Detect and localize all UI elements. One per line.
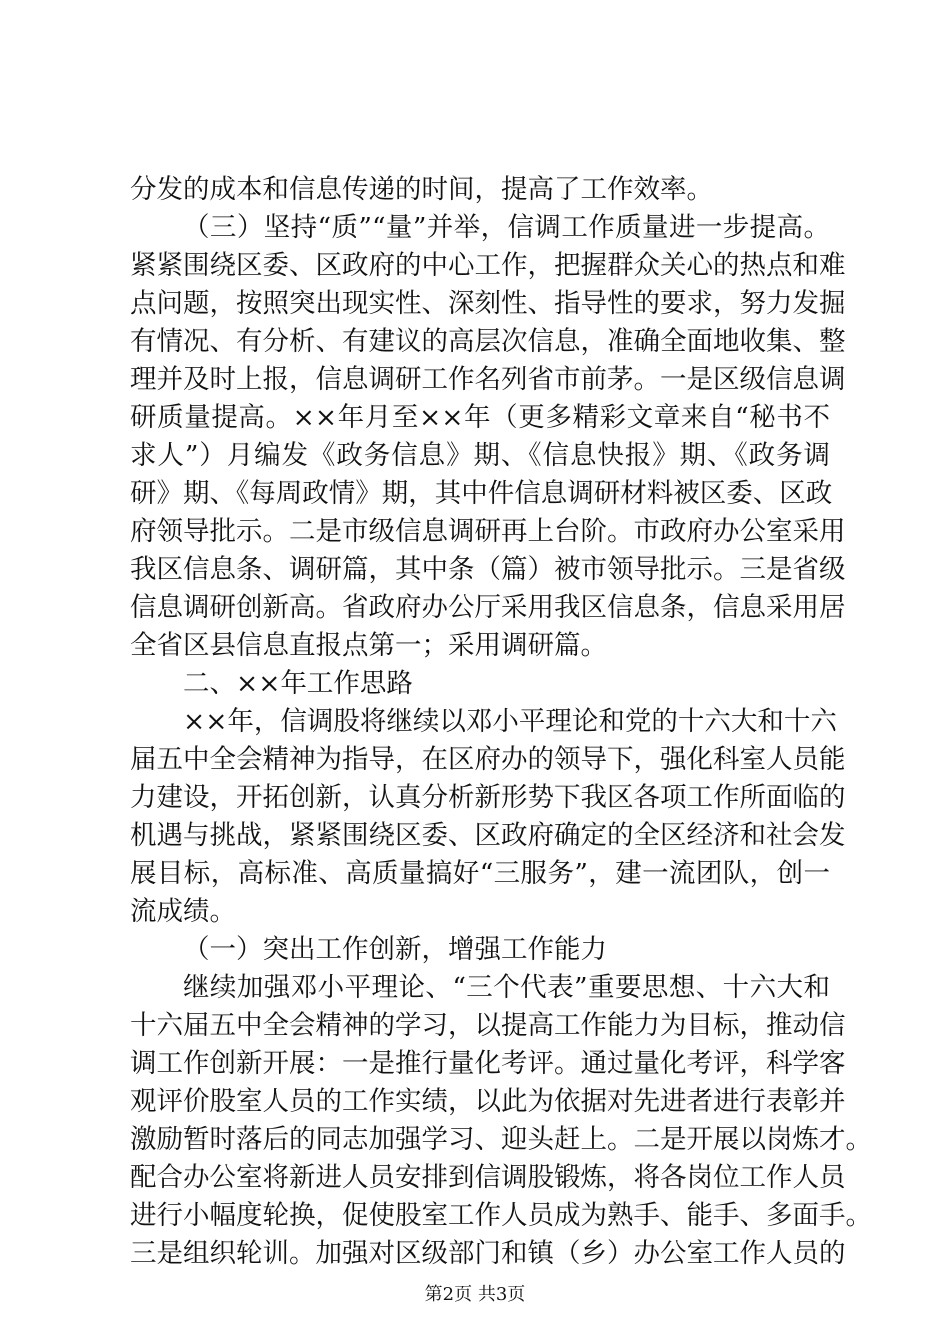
text-line: 理并及时上报，信息调研工作名列省市前茅。一是区级信息调 (130, 364, 846, 395)
text-line: 求人”）月编发《政务信息》期、《信息快报》期、《政务调 (130, 440, 830, 471)
text-line: 配合办公室将新进人员安排到信调股锻炼，将各岗位工作人员 (130, 1162, 846, 1193)
text-line: 分发的成本和信息传递的时间，提高了工作效率。 (130, 174, 713, 205)
text-line: 三是组织轮训。加强对区级部门和镇（乡）办公室工作人员的 (130, 1238, 846, 1269)
text-line: 届五中全会精神为指导，在区府办的领导下，强化科室人员能 (130, 744, 846, 775)
paragraph-first-line: 继续加强邓小平理论、“三个代表”重要思想、十六大和 (183, 972, 830, 1003)
paragraph-first-line: ××年，信调股将继续以邓小平理论和党的十六大和十六 (183, 706, 837, 737)
text-line: 研质量提高。××年月至××年（更多精彩文章来自“秘书不 (130, 402, 830, 433)
text-line: 激励暂时落后的同志加强学习、迎头赶上。二是开展以岗炼才。 (130, 1124, 872, 1155)
text-line: 点问题，按照突出现实性、深刻性、指导性的要求，努力发掘 (130, 288, 846, 319)
text-line: 有情况、有分析、有建议的高层次信息，准确全面地收集、整 (130, 326, 846, 357)
text-line: 进行小幅度轮换，促使股室工作人员成为熟手、能手、多面手。 (130, 1200, 872, 1231)
text-line: 力建设，开拓创新，认真分析新形势下我区各项工作所面临的 (130, 782, 846, 813)
text-line: 机遇与挑战，紧紧围绕区委、区政府确定的全区经济和社会发 (130, 820, 846, 851)
text-line: 调工作创新开展：一是推行量化考评。通过量化考评，科学客 (130, 1048, 846, 1079)
text-line: 观评价股室人员的工作实绩，以此为依据对先进者进行表彰并 (130, 1086, 846, 1117)
text-line: 紧紧围绕区委、区政府的中心工作，把握群众关心的热点和难 (130, 250, 846, 281)
text-line: 全省区县信息直报点第一；采用调研篇。 (130, 630, 607, 661)
text-line: 研》期、《每周政情》期，其中件信息调研材料被区委、区政 (130, 478, 833, 509)
text-line: 展目标，高标准、高质量搞好“三服务”，建一流团队，创一 (130, 858, 830, 889)
page-footer: 第2页 共3页 (424, 1284, 526, 1305)
text-line: 我区信息条、调研篇，其中条（篇）被市领导批示。三是省级 (130, 554, 846, 585)
text-line: 十六届五中全会精神的学习，以提高工作能力为目标，推动信 (130, 1010, 846, 1041)
section-heading: 二、××年工作思路 (183, 668, 413, 699)
section-heading: （一）突出工作创新，增强工作能力 (183, 934, 607, 965)
section-heading: （三）坚持“质”“量”并举，信调工作质量进一步提高。 (183, 212, 830, 243)
text-line: 府领导批示。二是市级信息调研再上台阶。市政府办公室采用 (130, 516, 846, 547)
text-line: 流成绩。 (130, 896, 236, 927)
text-line: 信息调研创新高。省政府办公厅采用我区信息条，信息采用居 (130, 592, 846, 623)
